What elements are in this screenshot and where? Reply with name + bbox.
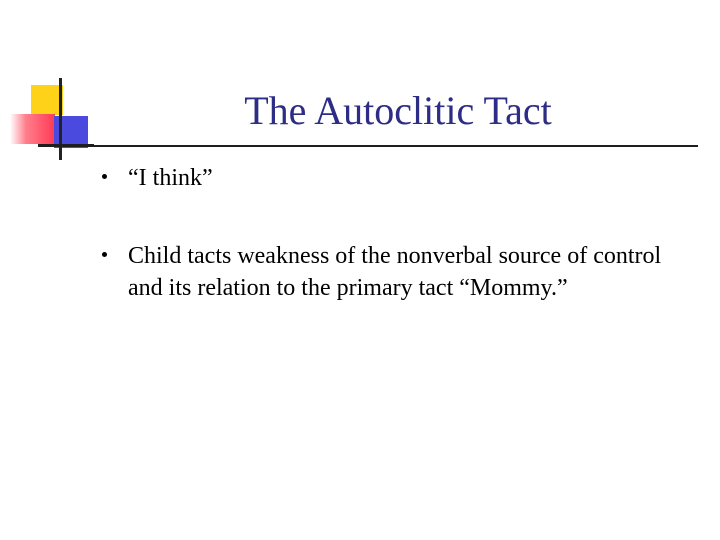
bullet-text: Child tacts weakness of the nonverbal source of control and its relation to the primary tact “Mommy.”	[128, 243, 662, 301]
title-rule	[38, 145, 698, 147]
bullet-list	[100, 162, 680, 304]
bullet-dot-icon	[102, 174, 107, 179]
bullet-item	[100, 240, 680, 304]
vertical-rule	[59, 78, 62, 160]
slide-title: The Autoclitic Tact	[244, 88, 552, 133]
bullet-item	[100, 162, 680, 194]
red-block	[10, 114, 55, 144]
bullet-text: “I think”	[128, 165, 213, 191]
bullet-dot-icon	[102, 252, 107, 257]
